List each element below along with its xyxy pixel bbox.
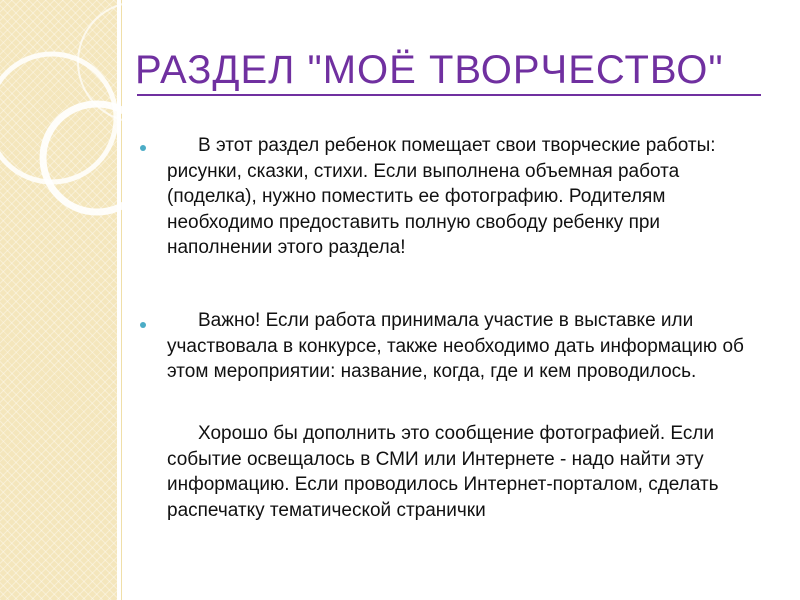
- bullet-dot: [140, 145, 146, 151]
- slide-title: РАЗДЕЛ "МОЁ ТВОРЧЕСТВО": [135, 48, 724, 92]
- title-underline: [137, 94, 761, 96]
- bullet-text: Важно! Если работа принимала участие в выставке или участвовала в конкурсе, также необходимо дать информацию об этом мероприятии: название, когда, где и кем проводилось.: [167, 310, 744, 382]
- bullet-text: В этот раздел ребенок помещает свои творческие работы: рисунки, сказки, стихи. Если выполнена объемная работа (поделка), нужно поместить ее фотографию. Родителям необходимо предоставить полную свободу ребенку при наполнении этого раздела!: [167, 135, 716, 258]
- bullet-dot: [140, 322, 146, 328]
- decorative-rings: [0, 0, 180, 220]
- paragraph-text: Хорошо бы дополнить это сообщение фотографией. Если событие освещалось в СМИ или Интернете - надо найти эту информацию. Если проводилось Интернет-порталом, сделать распечатку тематической странички: [167, 423, 719, 521]
